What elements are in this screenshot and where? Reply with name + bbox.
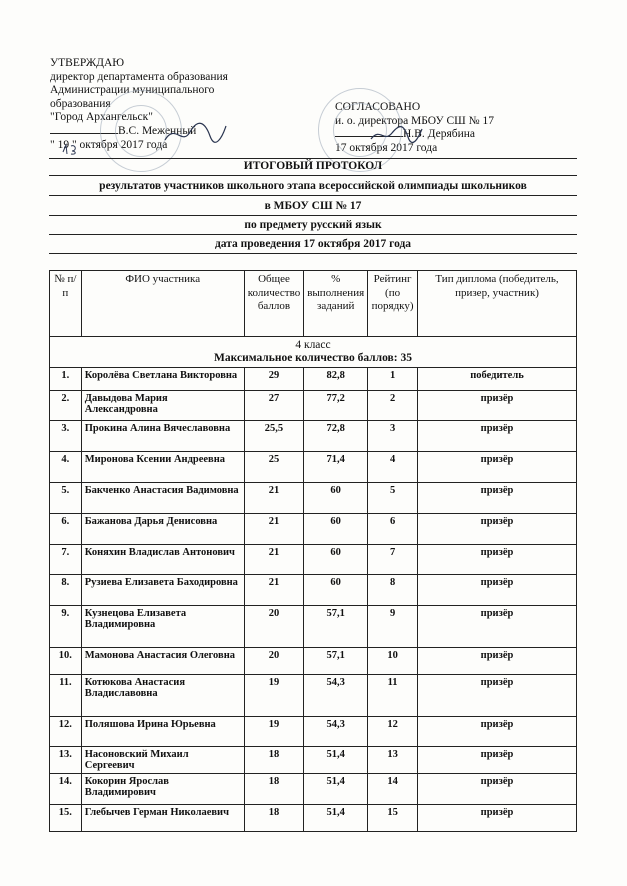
- completion-percent: 82,8: [304, 368, 368, 391]
- table-row: [50, 391, 577, 421]
- row-number: 11.: [50, 675, 82, 717]
- agreement-title: СОГЛАСОВАНО: [335, 101, 421, 113]
- participant-name: Коняхин Владислав Антонович: [81, 545, 244, 575]
- total-score: 25,5: [244, 421, 304, 452]
- row-number: 7.: [50, 545, 82, 575]
- row-number: 2.: [50, 391, 82, 421]
- row-number: 10.: [50, 648, 82, 675]
- completion-percent: 60: [304, 575, 368, 606]
- participant-name: Поляшова Ирина Юрьевна: [81, 717, 244, 747]
- table-row: [50, 675, 577, 717]
- participant-name: Миронова Ксении Андреевна: [81, 452, 244, 483]
- protocol-line-4: дата проведения 17 октября 2017 года: [49, 236, 577, 254]
- participant-name: Королёва Светлана Викторовна: [81, 368, 244, 391]
- total-score: 21: [244, 514, 304, 545]
- agreement-line-1: и. о. директора МБОУ СШ № 17: [335, 114, 494, 127]
- participant-name: Насоновский Михаил Сергеевич: [81, 747, 244, 774]
- diploma-type: призёр: [418, 575, 577, 606]
- approval-title: УТВЕРЖДАЮ: [50, 57, 125, 69]
- participant-name: Кокорин Ярослав Владимирович: [81, 774, 244, 805]
- diploma-type: призёр: [418, 391, 577, 421]
- row-number: 15.: [50, 805, 82, 832]
- diploma-type: призёр: [418, 805, 577, 832]
- diploma-type: призёр: [418, 675, 577, 717]
- diploma-type: призёр: [418, 483, 577, 514]
- total-score: 19: [244, 675, 304, 717]
- diploma-type: призёр: [418, 606, 577, 648]
- diploma-type: призёр: [418, 747, 577, 774]
- header-num: № п/п: [50, 271, 82, 337]
- table-header-row: [50, 271, 577, 337]
- rating: 12: [368, 717, 418, 747]
- completion-percent: 57,1: [304, 648, 368, 675]
- completion-percent: 77,2: [304, 391, 368, 421]
- rating: 3: [368, 421, 418, 452]
- rating: 1: [368, 368, 418, 391]
- protocol-line-3: по предмету русский язык: [49, 217, 577, 235]
- protocol-line-1: результатов участников школьного этапа всероссийской олимпиады школьников: [49, 178, 577, 196]
- completion-percent: 54,3: [304, 717, 368, 747]
- table-row: [50, 483, 577, 514]
- table-row: [50, 545, 577, 575]
- approval-line-4: "Город Архангельск": [50, 111, 153, 124]
- table-row: [50, 421, 577, 452]
- row-number: 3.: [50, 421, 82, 452]
- row-number: 13.: [50, 747, 82, 774]
- rating: 4: [368, 452, 418, 483]
- diploma-type: призёр: [418, 717, 577, 747]
- completion-percent: 51,4: [304, 774, 368, 805]
- table-row: [50, 606, 577, 648]
- total-score: 25: [244, 452, 304, 483]
- header-diploma: Тип диплома (победитель, призер, участник): [418, 271, 577, 337]
- header-name: ФИО участника: [81, 271, 244, 337]
- signature-right: [368, 123, 424, 145]
- row-number: 1.: [50, 368, 82, 391]
- table-row: [50, 774, 577, 805]
- section-max-score: Максимальное количество баллов: 35: [214, 352, 412, 364]
- completion-percent: 60: [304, 483, 368, 514]
- participant-name: Давыдова Мария Александровна: [81, 391, 244, 421]
- table-row: [50, 717, 577, 747]
- table-row: [50, 805, 577, 832]
- section-grade: 4 класс: [295, 339, 331, 351]
- participant-name: Бакченко Анастасия Вадимовна: [81, 483, 244, 514]
- completion-percent: 51,4: [304, 747, 368, 774]
- table-row: [50, 648, 577, 675]
- approval-line-3: образования: [50, 97, 111, 110]
- participant-name: Глебычев Герман Николаевич: [81, 805, 244, 832]
- participant-name: Котюкова Анастасия Владиславовна: [81, 675, 244, 717]
- agreement-date: 17 октября 2017 года: [335, 141, 438, 154]
- row-number: 12.: [50, 717, 82, 747]
- rating: 9: [368, 606, 418, 648]
- section-row: [50, 337, 577, 368]
- participant-name: Рузиева Елизавета Баходировна: [81, 575, 244, 606]
- row-number: 4.: [50, 452, 82, 483]
- approval-line-1: директор департамента образования: [50, 70, 228, 83]
- completion-percent: 60: [304, 545, 368, 575]
- protocol-title: ИТОГОВЫЙ ПРОТОКОЛ: [49, 158, 577, 176]
- rating: 11: [368, 675, 418, 717]
- rating: 2: [368, 391, 418, 421]
- completion-percent: 51,4: [304, 805, 368, 832]
- participant-name: Кузнецова Елизавета Владимировна: [81, 606, 244, 648]
- diploma-type: призёр: [418, 514, 577, 545]
- completion-percent: 54,3: [304, 675, 368, 717]
- agreement-sign-name: Н.В. Дерябина: [403, 128, 475, 141]
- total-score: 21: [244, 483, 304, 514]
- diploma-type: призёр: [418, 452, 577, 483]
- table-row: [50, 575, 577, 606]
- completion-percent: 71,4: [304, 452, 368, 483]
- total-score: 21: [244, 545, 304, 575]
- participant-name: Прокина Алина Вячеславовна: [81, 421, 244, 452]
- header-pct: % выполнения заданий: [304, 271, 368, 337]
- table-row: [50, 747, 577, 774]
- rating: 10: [368, 648, 418, 675]
- diploma-type: призёр: [418, 421, 577, 452]
- rating: 13: [368, 747, 418, 774]
- total-score: 18: [244, 774, 304, 805]
- row-number: 9.: [50, 606, 82, 648]
- rating: 14: [368, 774, 418, 805]
- rating: 7: [368, 545, 418, 575]
- completion-percent: 57,1: [304, 606, 368, 648]
- header-rank: Рейтинг (по порядку): [368, 271, 418, 337]
- total-score: 18: [244, 747, 304, 774]
- table-row: [50, 514, 577, 545]
- participant-name: Бажанова Дарья Денисовна: [81, 514, 244, 545]
- participant-name: Мамонова Анастасия Олеговна: [81, 648, 244, 675]
- rating: 5: [368, 483, 418, 514]
- row-number: 14.: [50, 774, 82, 805]
- table-row: [50, 452, 577, 483]
- section-cell: [50, 337, 577, 368]
- diploma-type: призёр: [418, 545, 577, 575]
- table-row: [50, 368, 577, 391]
- signature-left: [160, 118, 230, 148]
- header-score: Общее количество баллов: [244, 271, 304, 337]
- total-score: 20: [244, 606, 304, 648]
- rating: 8: [368, 575, 418, 606]
- rating: 15: [368, 805, 418, 832]
- diploma-type: призёр: [418, 648, 577, 675]
- approval-date: " 19 " октября 2017 года: [50, 138, 168, 151]
- rating: 6: [368, 514, 418, 545]
- protocol-line-2: в МБОУ СШ № 17: [49, 198, 577, 216]
- approval-line-2: Администрации муниципального: [50, 84, 215, 97]
- total-score: 20: [244, 648, 304, 675]
- row-number: 5.: [50, 483, 82, 514]
- completion-percent: 72,8: [304, 421, 368, 452]
- total-score: 19: [244, 717, 304, 747]
- total-score: 27: [244, 391, 304, 421]
- diploma-type: победитель: [418, 368, 577, 391]
- row-number: 8.: [50, 575, 82, 606]
- results-table: [49, 270, 577, 832]
- approval-sign-name: В.С. Меженный: [118, 124, 197, 137]
- total-score: 29: [244, 368, 304, 391]
- date-mark-19: [60, 142, 82, 156]
- total-score: 21: [244, 575, 304, 606]
- diploma-type: призёр: [418, 774, 577, 805]
- total-score: 18: [244, 805, 304, 832]
- completion-percent: 60: [304, 514, 368, 545]
- row-number: 6.: [50, 514, 82, 545]
